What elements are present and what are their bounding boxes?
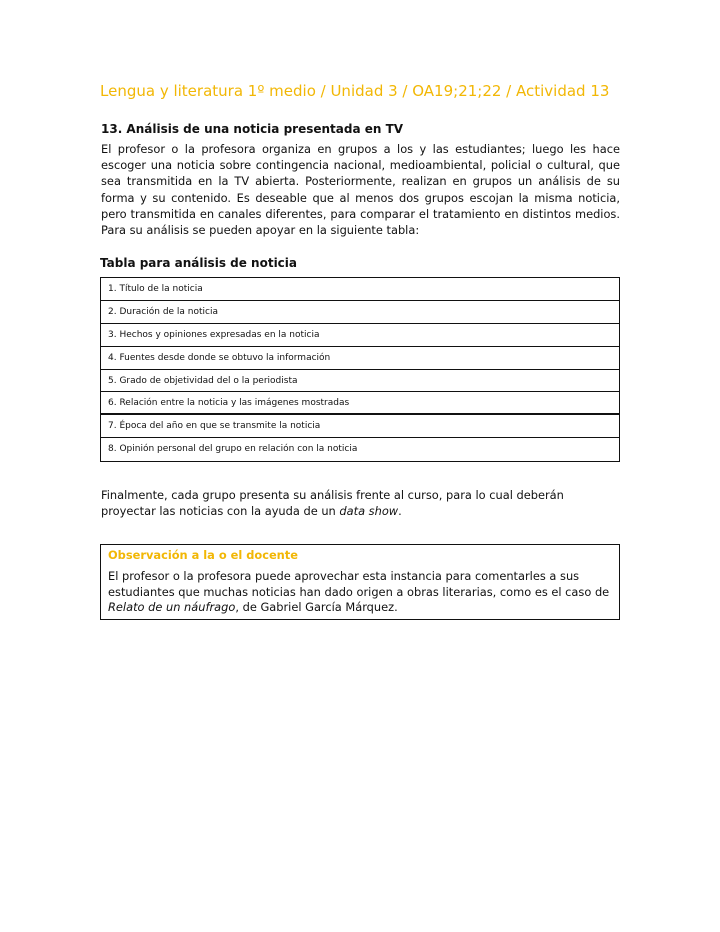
table-row: 4. Fuentes desde donde se obtuvo la información (101, 347, 619, 370)
activity-title: 13. Análisis de una noticia presentada en TV (101, 122, 404, 136)
table-row: 1. Título de la noticia (101, 278, 619, 301)
table-row: 5. Grado de objetividad del o la periodista (101, 370, 619, 393)
table-row: 6. Relación entre la noticia y las imágenes mostradas (101, 392, 619, 415)
book-title: Relato de un náufrago (108, 600, 236, 614)
breadcrumb: Lengua y literatura 1º medio / Unidad 3 / OA19;21;22 / Actividad 13 (100, 82, 610, 100)
teacher-observation-box (100, 544, 620, 620)
data-show-term: data show (339, 504, 399, 518)
closing-paragraph (101, 487, 601, 519)
observation-body: El profesor o la profesora puede aprovechar esta instancia para comentarles a sus estudiantes que muchas noticias han dado origen a obras literarias, como es el caso de (108, 569, 610, 599)
observation-title: Observación a la o el docente (108, 548, 298, 562)
table-row: 8. Opinión personal del grupo en relación con la noticia (108, 444, 358, 455)
activity-instructions: El profesor o la profesora organiza en grupos a los y las estudiantes; luego les hace escoger una noticia sobre contingencia nacional, medioambiental, policial o cultural, que sea transmitida en la TV abierta. Posteriormente, realizan en grupos un análisis de su forma y su contenido. Es deseable que al menos dos grupos escojan la misma noticia, pero transmitida en canales diferentes, para comparar el tratamiento en distintos medios. Para su análisis se pueden apoyar en la siguiente tabla: (101, 142, 620, 238)
observation-text (108, 569, 612, 616)
closing-text: Finalmente, cada grupo presenta su análisis frente al curso, para lo cual deberán proyectar las noticias con la ayuda de un (101, 488, 564, 518)
closing-period: . (398, 504, 402, 518)
news-analysis-table (100, 277, 620, 462)
table-row: 2. Duración de la noticia (101, 301, 619, 324)
observation-author: , de Gabriel García Márquez. (235, 600, 398, 614)
table-title: Tabla para análisis de noticia (100, 256, 298, 270)
table-row: 3. Hechos y opiniones expresadas en la noticia (101, 324, 619, 347)
table-row: 7. Época del año en que se transmite la noticia (101, 415, 619, 438)
